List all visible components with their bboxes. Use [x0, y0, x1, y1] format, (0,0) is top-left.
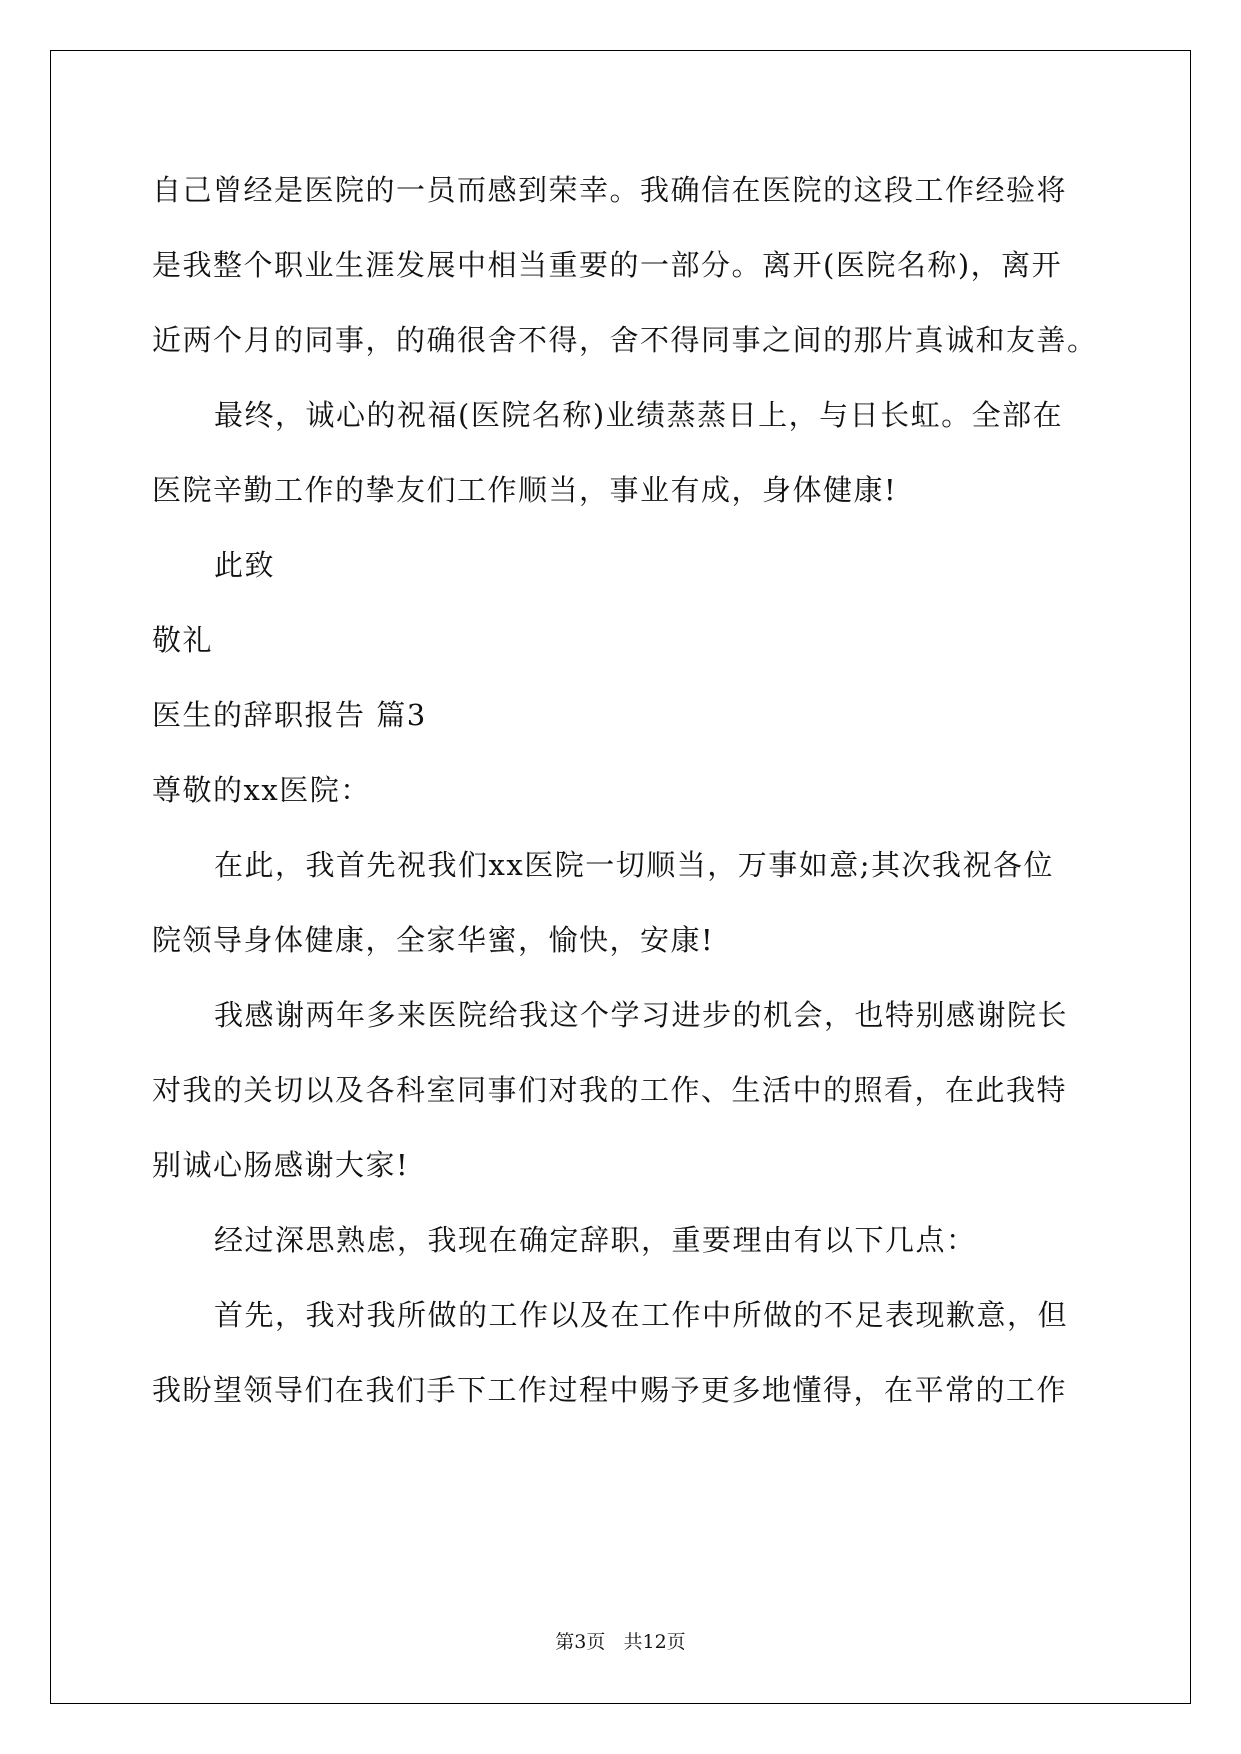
closing-regards: 敬礼 [152, 623, 214, 657]
body-line-15: 经过深思熟虑，我现在确定辞职，重要理由有以下几点： [214, 1223, 977, 1257]
section-heading: 医生的辞职报告 篇3 [152, 698, 427, 732]
greeting: 尊敬的xx医院： [152, 773, 371, 807]
body-line-3: 近两个月的同事，的确很舍不得，舍不得同事之间的那片真诚和友善。 [152, 323, 1098, 357]
body-line-14: 别诚心肠感谢大家! [152, 1148, 410, 1182]
body-line-16: 首先，我对我所做的工作以及在工作中所做的不足表现歉意，但 [214, 1298, 1069, 1332]
body-line-2: 是我整个职业生涯发展中相当重要的一部分。离开(医院名称)，离开 [152, 248, 1063, 282]
body-line-13: 对我的关切以及各科室同事们对我的工作、生活中的照看，在此我特 [152, 1073, 1068, 1107]
body-line-5: 医院辛勤工作的挚友们工作顺当，事业有成，身体健康! [152, 473, 898, 507]
body-line-1: 自己曾经是医院的一员而感到荣幸。我确信在医院的这段工作经验将 [152, 173, 1068, 207]
body-line-10: 在此，我首先祝我们xx医院一切顺当，万事如意;其次我祝各位 [214, 848, 1054, 882]
body-line-11: 院领导身体健康，全家华蜜，愉快，安康! [152, 923, 715, 957]
body-line-12: 我感谢两年多来医院给我这个学习进步的机会，也特别感谢院长 [214, 998, 1069, 1032]
page-number-footer: 第3页 共12页 [555, 1631, 686, 1653]
closing-salutation: 此致 [214, 548, 276, 582]
body-line-17: 我盼望领导们在我们手下工作过程中赐予更多地懂得，在平常的工作 [152, 1373, 1068, 1407]
body-line-4: 最终，诚心的祝福(医院名称)业绩蒸蒸日上，与日长虹。全部在 [214, 398, 1064, 432]
